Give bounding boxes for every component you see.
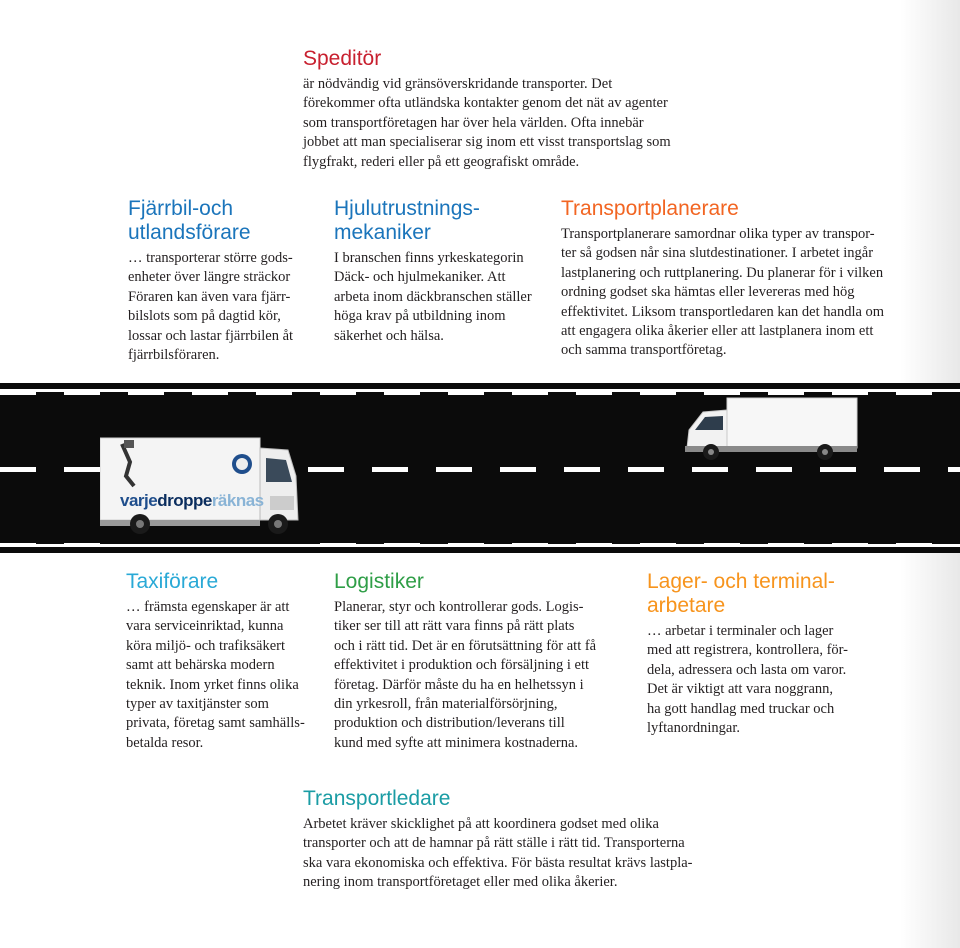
truck-graphic	[100, 436, 302, 536]
transportplanerare-body: Transportplanerare samordnar olika typer av transpor- ter så godsen når sina slutdestinationer. I arbetet ingår lastplanering och ruttplanering. Du planerar för i vilken ordning godset ska hämtas eller levereras med hög effektivitet. Liksom transportledaren kan det handla om att engagera olika åkerier eller att lastplanera inom ett och samma transportföretag.	[561, 226, 885, 359]
fjarrbil-body: … transporterar större gods- enheter över längre sträckor Föraren kan även vara fjärr- bilslots som på dagtid kör, lossar och lastar fjärrbilen åt fjärrbilsföraren.	[128, 250, 294, 364]
lager-title: Lager- och terminal- arbetare	[647, 570, 835, 617]
section-transportledare	[303, 787, 783, 893]
white-van	[685, 396, 860, 462]
speditor-title: Speditör	[303, 47, 382, 70]
van-graphic	[685, 396, 860, 462]
volvo-truck	[100, 436, 302, 536]
taxiforare-title: Taxiförare	[126, 570, 219, 593]
logistiker-title: Logistiker	[334, 570, 424, 593]
transportledare-title: Transportledare	[303, 787, 451, 810]
section-transportplanerare	[561, 197, 911, 361]
section-hjulutrustning	[334, 197, 554, 346]
slogan-part-2: droppe	[157, 491, 212, 510]
section-fjarrbil	[128, 197, 318, 365]
section-taxiforare	[126, 570, 326, 753]
truck-slogan	[120, 491, 264, 511]
transportledare-body: Arbetet kräver skicklighet på att koordinera godset med olika transporter och att de hamnar på rätt ställe i rätt tid. Transporterna ska vara ekonomiska och effektiva. För bästa resultat krävs lastpla- nering inom transportföretaget eller med olika åkerier.	[303, 816, 693, 891]
logistiker-body: Planerar, styr och kontrollerar gods. Logis- tiker ser till att rätt vara finns på rätt plats och i rätt tid. Det är en förutsättning för att få effektivitet i produktion och försäljning i ett företag. Därför måste du ha en helhetssyn i din yrkesroll, från materialförsörjning, produktion och distribution/leverans till kund med syfte att minimera kostnaderna.	[334, 599, 597, 751]
section-lager	[647, 570, 907, 738]
hjulutrustning-body: I branschen finns yrkeskategorin Däck- och hjulmekaniker. Att arbeta inom däckbranschen ställer höga krav på utbildning inom säkerhet och hälsa.	[334, 250, 532, 344]
slogan-part-1: varje	[120, 491, 158, 510]
hjulutrustning-title: Hjulutrustnings- mekaniker	[334, 197, 480, 244]
slogan-part-3: räknas	[211, 491, 264, 510]
section-logistiker	[334, 570, 634, 753]
speditor-body: är nödvändig vid gränsöverskridande transporter. Det förekommer ofta utländska kontakter genom det nät av agenter som transportföretagen har över hela världen. Ofta innebär jobbet att man specialiserar sig inom ett visst transportslag som flygfrakt, rederi eller på ett geografiskt område.	[303, 76, 671, 170]
section-speditor	[303, 47, 743, 172]
lane-dashes-upper	[0, 391, 932, 395]
fjarrbil-title: Fjärrbil-och utlandsförare	[128, 197, 251, 244]
taxiforare-body: … främsta egenskaper är att vara serviceinriktad, kunna köra miljö- och trafiksäkert samt att behärska modern teknik. Inom yrket finns olika typer av taxitjänster som privata, företag samt samhälls- betalda resor.	[126, 599, 305, 751]
transportplanerare-title: Transportplanerare	[561, 197, 739, 220]
lager-body: … arbetar i terminaler och lager med att registrera, kontrollera, för- dela, adressera och lasta om varor. Det är viktigt att vara noggrann, ha gott handlag med truckar och lyftanordningar.	[647, 623, 849, 737]
